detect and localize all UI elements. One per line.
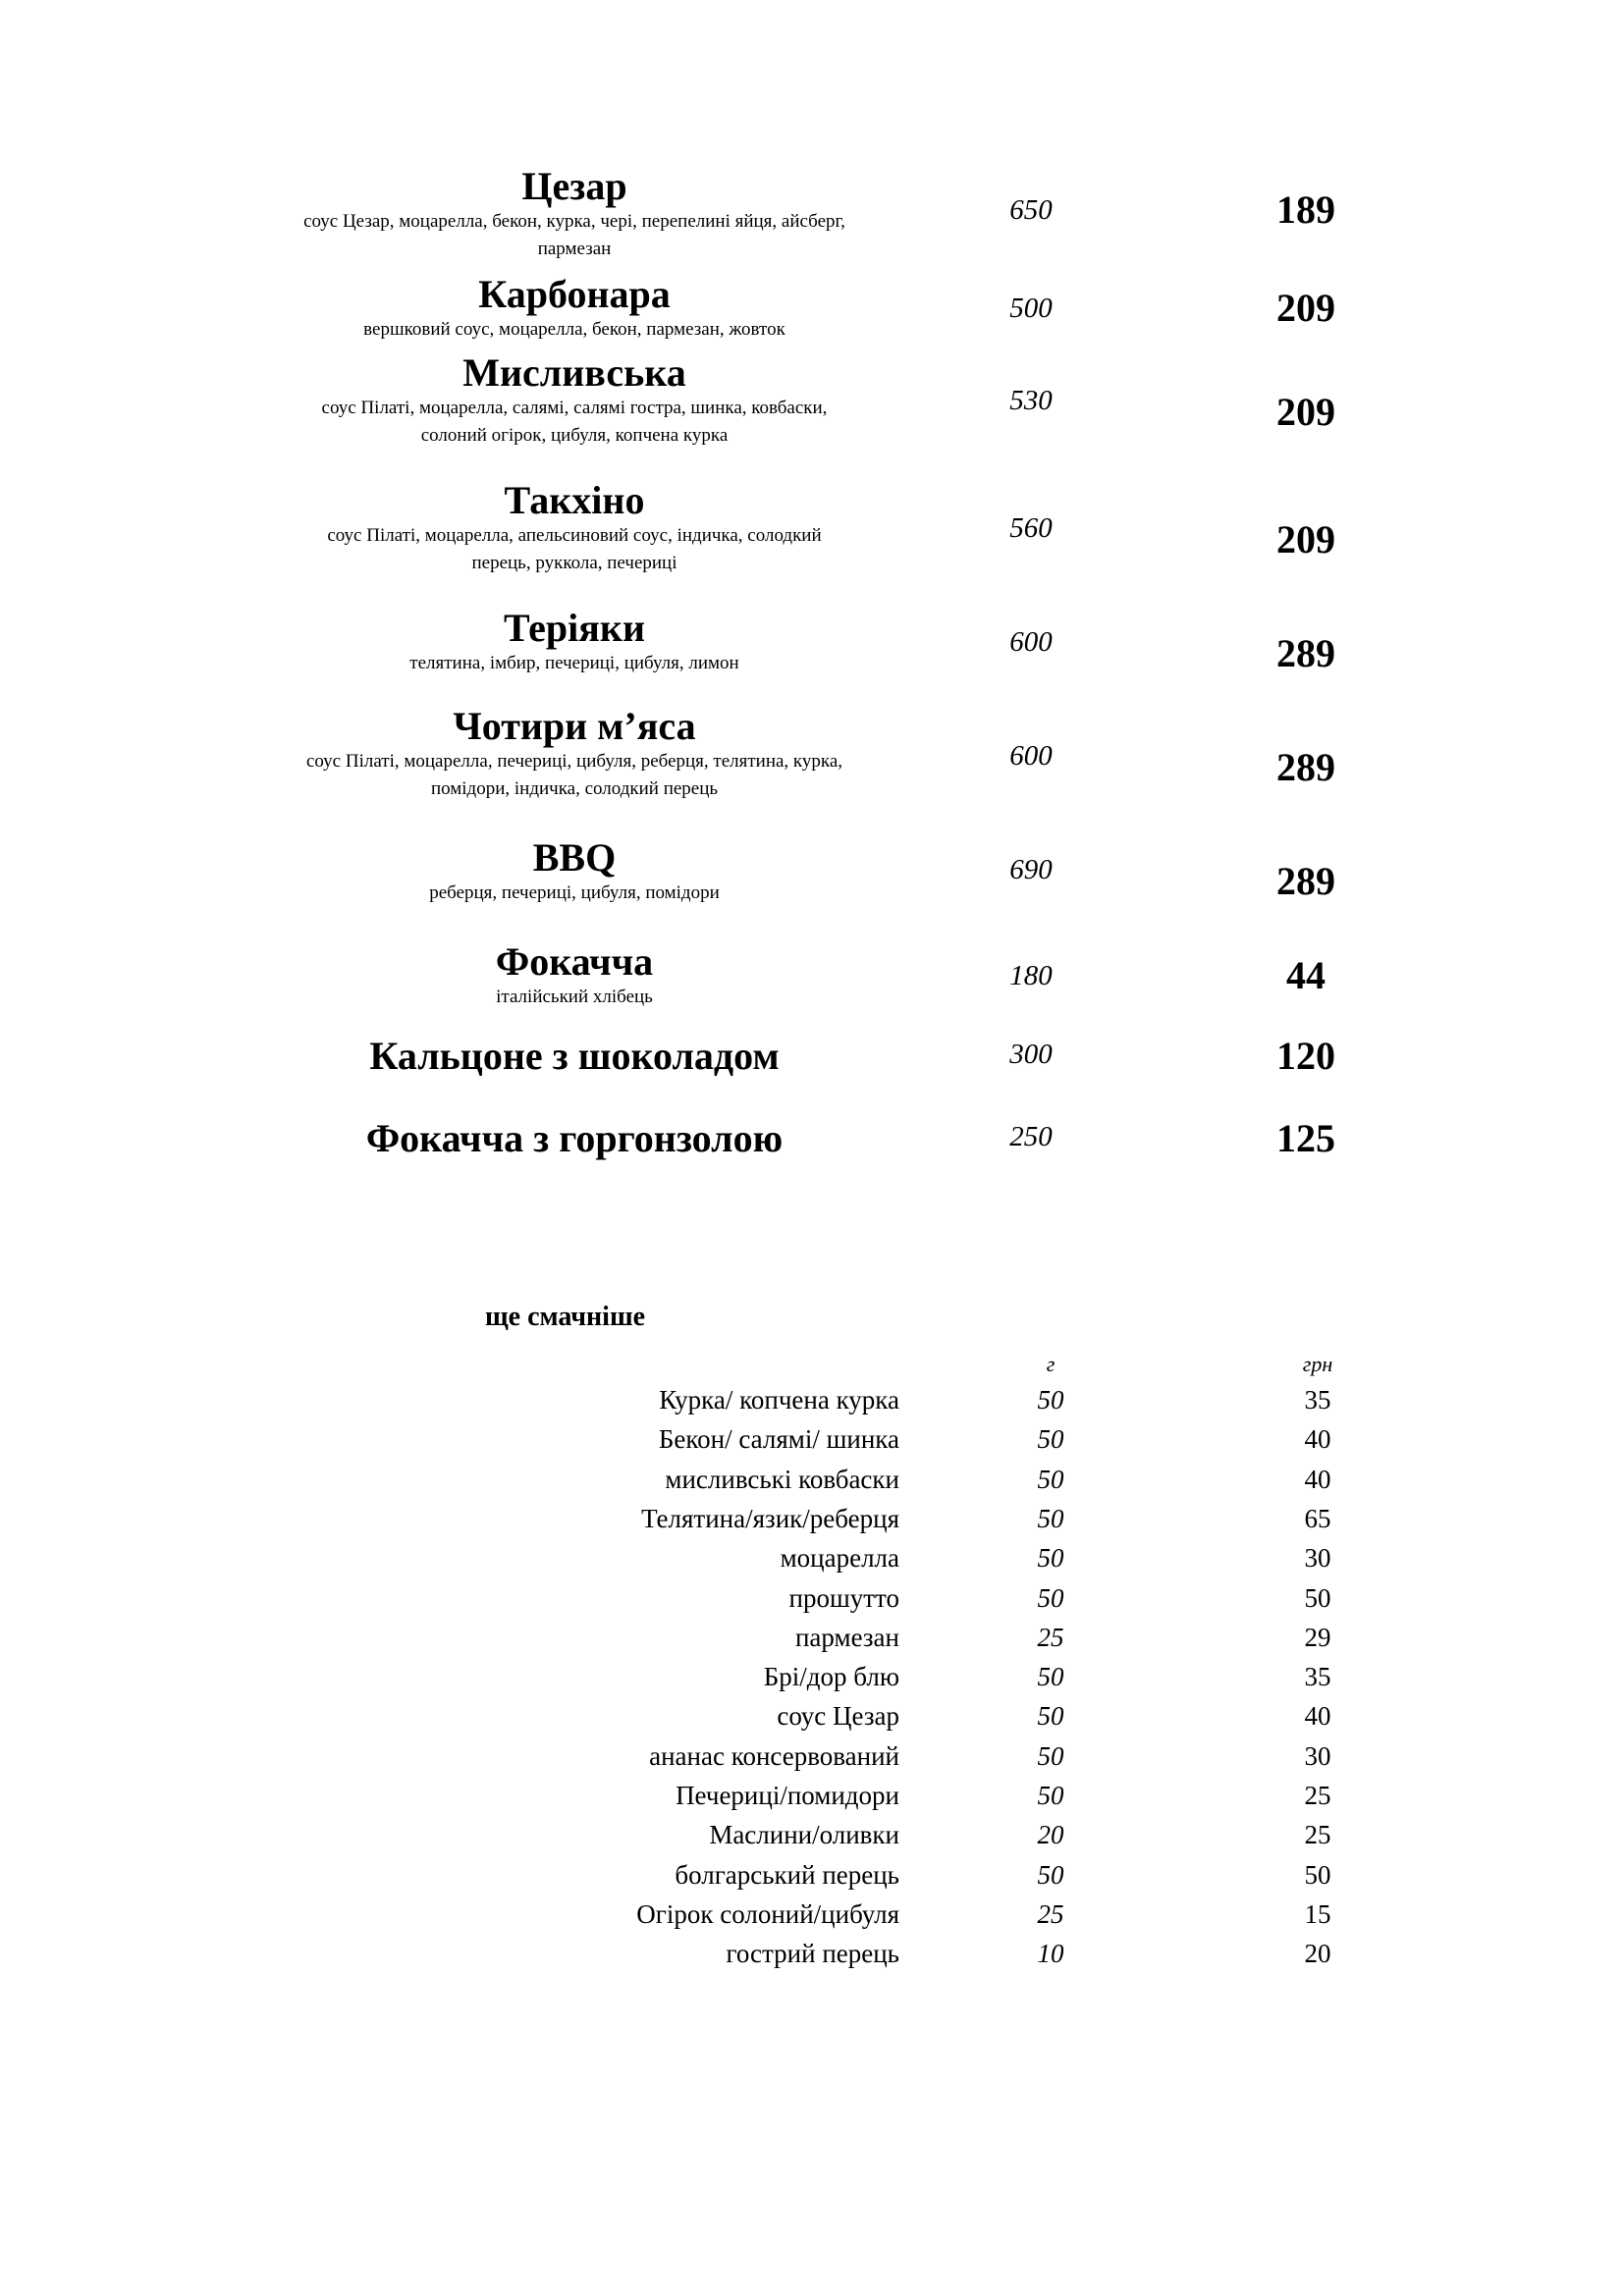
- extras-item-name: Брi/дор блю: [763, 1662, 899, 1691]
- item-name: Карбонара: [478, 272, 671, 316]
- extras-item-price: 50: [1304, 1860, 1331, 1890]
- extras-item-price: 35: [1304, 1662, 1331, 1691]
- extras-item-weight: 50: [1037, 1701, 1064, 1731]
- extras-item-name: моцарелла: [780, 1543, 899, 1573]
- extras-row: [393, 1736, 1375, 1776]
- extras-item-price: 29: [1304, 1623, 1331, 1652]
- item-weight: 690: [1009, 854, 1053, 885]
- item-price: 289: [1276, 859, 1335, 903]
- extras-row: [393, 1380, 1375, 1419]
- extras-item-weight: 50: [1037, 1583, 1064, 1613]
- extras-row: [393, 1419, 1375, 1459]
- extras-item-weight: 20: [1037, 1820, 1064, 1849]
- menu-item-fokachcha: [236, 939, 1355, 1007]
- extras-item-name: болгарський перець: [675, 1860, 899, 1890]
- item-price: 209: [1276, 390, 1335, 434]
- item-description: вершковий соус, моцарелла, бекон, пармезан, жовток: [363, 319, 785, 340]
- menu-item-kaltsone: [236, 1035, 1355, 1094]
- extras-row: [393, 1934, 1375, 1973]
- extras-item-name: пармезан: [794, 1623, 899, 1652]
- extras-item-price: 30: [1304, 1741, 1331, 1771]
- extras-item-name: гострий перець: [726, 1939, 899, 1968]
- item-weight: 180: [1009, 960, 1053, 991]
- item-description: солоний огiрок, цибуля, копчена курка: [420, 425, 729, 446]
- extras-row: [393, 1895, 1375, 1934]
- item-price: 289: [1276, 631, 1335, 675]
- menu-item-bbq: [236, 835, 1355, 903]
- extras-item-price: 30: [1304, 1543, 1331, 1573]
- extras-item-name: Бекон/ салямi/ шинка: [658, 1424, 899, 1454]
- extras-item-weight: 50: [1037, 1781, 1064, 1810]
- extras-item-price: 65: [1304, 1504, 1331, 1533]
- menu-item-myslyvska: [236, 350, 1355, 446]
- extras-weight-header: г: [1046, 1352, 1056, 1376]
- extras-row: [393, 1578, 1375, 1618]
- item-description: пармезан: [537, 239, 612, 259]
- extras-item-weight: 25: [1037, 1623, 1064, 1652]
- extras-row: [393, 1657, 1375, 1696]
- item-name: Такхiно: [504, 478, 645, 522]
- extras-row: [393, 1538, 1375, 1577]
- item-name: Кальцоне з шоколадом: [369, 1034, 780, 1078]
- item-price: 189: [1276, 187, 1335, 232]
- extras-item-name: Огiрок солоний/цибуля: [636, 1899, 899, 1929]
- extras-item-weight: 50: [1037, 1385, 1064, 1415]
- extras-item-name: Печерицi/помидори: [676, 1781, 899, 1810]
- extras-item-weight: 50: [1037, 1741, 1064, 1771]
- menu-item-chotyry-miasa: [236, 704, 1355, 799]
- extras-item-price: 25: [1304, 1781, 1331, 1810]
- extras-item-name: Телятина/язик/реберця: [641, 1504, 899, 1533]
- item-name: Фокачча: [495, 939, 654, 984]
- extras-item-price: 15: [1304, 1899, 1331, 1929]
- extras-row: [393, 1855, 1375, 1895]
- extras-item-name: Курка/ копчена курка: [659, 1385, 899, 1415]
- extras-item-weight: 50: [1037, 1662, 1064, 1691]
- item-price: 120: [1276, 1034, 1335, 1078]
- extras-row: [393, 1499, 1375, 1538]
- item-weight: 500: [1009, 293, 1053, 324]
- extras-item-price: 20: [1304, 1939, 1331, 1968]
- extras-row: [393, 1460, 1375, 1499]
- extras-item-price: 40: [1304, 1465, 1331, 1494]
- extras-row: [393, 1776, 1375, 1815]
- extras-item-price: 25: [1304, 1820, 1331, 1849]
- item-description: телятина, iмбир, печерицi, цибуля, лимон: [409, 653, 739, 673]
- item-name: Фокачча з горгонзолою: [365, 1116, 784, 1160]
- item-price: 209: [1276, 517, 1335, 561]
- extras-item-weight: 50: [1037, 1543, 1064, 1573]
- extras-item-price: 35: [1304, 1385, 1331, 1415]
- extras-item-name: мисливськi ковбаски: [665, 1465, 899, 1494]
- extras-item-weight: 50: [1037, 1424, 1064, 1454]
- extras-item-name: ананас консервований: [649, 1741, 899, 1771]
- item-price: 125: [1276, 1116, 1335, 1160]
- item-name: Чотири м’яса: [453, 704, 696, 748]
- item-weight: 600: [1009, 740, 1053, 772]
- extras-row: [393, 1815, 1375, 1854]
- extras-item-weight: 50: [1037, 1860, 1064, 1890]
- extras-item-price: 40: [1304, 1424, 1331, 1454]
- extras-item-weight: 50: [1037, 1504, 1064, 1533]
- extras-item-weight: 25: [1037, 1899, 1064, 1929]
- menu-item-cezar: [236, 164, 1355, 259]
- item-price: 44: [1286, 953, 1326, 997]
- item-name: Цезар: [521, 164, 627, 208]
- item-name: Терiяки: [503, 606, 645, 650]
- item-description: соус Пiлатi, моцарелла, печерицi, цибуля, реберця, телятина, курка,: [305, 751, 843, 772]
- menu-item-teriyaki: [236, 606, 1355, 675]
- menu-item-takhino: [236, 478, 1355, 573]
- extras-price-header: грн: [1302, 1352, 1333, 1376]
- item-description: соус Пiлатi, моцарелла, салямi, салямi гостра, шинка, ковбаски,: [321, 398, 828, 418]
- item-price: 289: [1276, 745, 1335, 789]
- extras-row: [393, 1618, 1375, 1657]
- item-weight: 250: [1009, 1121, 1053, 1152]
- item-weight: 530: [1009, 385, 1053, 416]
- item-name: BBQ: [532, 835, 617, 880]
- extras-item-name: соус Цезар: [777, 1701, 899, 1731]
- item-name: Мисливська: [462, 350, 686, 395]
- menu-item-karbonara: [236, 272, 1355, 340]
- extras-item-weight: 50: [1037, 1465, 1064, 1494]
- item-weight: 600: [1009, 626, 1053, 658]
- menu-item-fokachcha-gorgonzola: [236, 1117, 1355, 1176]
- item-description: соус Цезар, моцарелла, бекон, курка, черi, перепелинi яйця, айсберг,: [303, 211, 845, 232]
- item-description: соус Пiлатi, моцарелла, апельсиновий соус, iндичка, солодкий: [327, 525, 822, 546]
- extras-item-name: прошутто: [788, 1583, 899, 1613]
- extras-item-price: 40: [1304, 1701, 1331, 1731]
- item-weight: 650: [1009, 194, 1053, 226]
- extras-item-weight: 10: [1037, 1939, 1064, 1968]
- extras-item-price: 50: [1304, 1583, 1331, 1613]
- extras-row: [393, 1696, 1375, 1735]
- extras-item-name: Маслини/оливки: [709, 1820, 899, 1849]
- item-description: реберця, печерицi, цибуля, помiдори: [429, 882, 720, 903]
- extras-title: ще смачнiше: [485, 1302, 646, 1332]
- item-description: iталiйський хлiбець: [496, 987, 653, 1007]
- item-description: помiдори, iндичка, солодкий перець: [430, 778, 719, 799]
- item-description: перець, руккола, печерицi: [471, 553, 677, 573]
- item-weight: 560: [1009, 512, 1053, 544]
- item-weight: 300: [1009, 1039, 1053, 1070]
- item-price: 209: [1276, 286, 1335, 330]
